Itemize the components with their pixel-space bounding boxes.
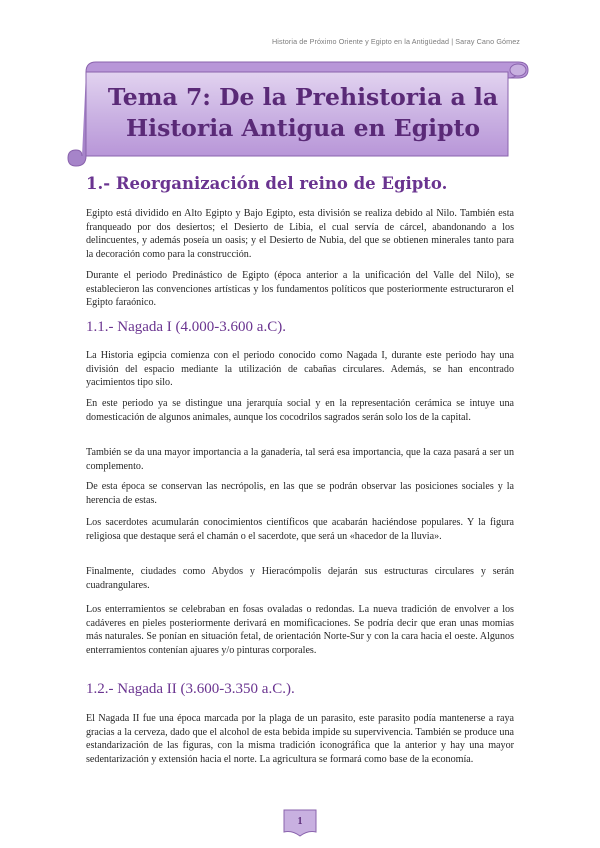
title-banner (66, 58, 530, 170)
paragraph: La Historia egipcia comienza con el periodo conocido como Nagada I, durante este periodo hay una división del espacio mediante la utilización de cabañas circulares. Además, se han encontrado yacimientos tipo silo. (86, 350, 514, 389)
page-number: 1 (297, 816, 303, 827)
paragraph: Finalmente, ciudades como Abydos y Hieracómpolis dejarán sus estructuras circulares y serán cuadrangulares. (86, 566, 514, 591)
paragraph: Durante el periodo Predinástico de Egipto (época anterior a la unificación del Valle del Nilo), se establecieron las convenciones artísticas y los fundamentos políticos que posteriormente estructuraron el Egipto faraónico. (86, 270, 514, 309)
section-heading: 1.- Reorganización del reino de Egipto. (86, 174, 448, 193)
paragraph: Egipto está dividido en Alto Egipto y Bajo Egipto, esta división se realiza debido al Nilo. También esta franqueado por dos desiertos; el Desierto de Libia, el cual servía de cárcel, abandonando a los delincuentes, y además poseía un oasis; y el Desierto de Nubia, del que se obtienen minerales tanto para la decoración como para la construcción. (86, 208, 514, 261)
running-header: Historia de Próximo Oriente y Egipto en la Antigüedad | Saray Cano Gómez (272, 37, 520, 46)
subsection-heading: 1.1.- Nagada I (4.000-3.600 a.C). (86, 319, 286, 335)
document-title (96, 82, 510, 144)
paragraph: El Nagada II fue una época marcada por la plaga de un parasito, este parasito podía mantenerse a raya gracias a la cerveza, dado que el alcohol de esta bebida impide su supervivencia. También se produce una estandarización de las figuras, con la misma tradición iconográfica que la anterior y hay una mayor sedentarización y extensión hacia el norte. La agricultura se formará como base de la economía. (86, 713, 514, 766)
subsection-heading: 1.2.- Nagada II (3.600-3.350 a.C.). (86, 681, 295, 697)
paragraph: Los sacerdotes acumularán conocimientos científicos que acabarán haciéndose populares. Y la figura religiosa que destaque será el chamán o el sacerdote, que será un «hacedor de la lluvia». (86, 517, 514, 542)
title-line-1: Tema 7: De la Prehistoria a la (107, 83, 499, 111)
title-line-2: Historia Antigua en Egipto (125, 114, 481, 142)
page-number-badge (280, 808, 320, 838)
paragraph: Los enterramientos se celebraban en fosas ovaladas o redondas. La nueva tradición de envolver a los cadáveres en pieles posteriormente derivará en momificaciones. Se podría decir que eran unas momias más naturales. Se ponían en situación fetal, de orientación Norte-Sur y con la cara hacia el oeste. Algunos enterramientos contenían ajuares y/o pinturas corporales. (86, 604, 514, 657)
paragraph: En este periodo ya se distingue una jerarquía social y en la representación cerámica se intuye una domesticación de algunos animales, aunque los cocodrilos sagrados serán solo los de la capital. (86, 398, 514, 423)
paragraph: También se da una mayor importancia a la ganadería, tal será esa importancia, que la caza pasará a ser un complemento. (86, 447, 514, 472)
paragraph: De esta época se conservan las necrópolis, en las que se podrán observar las posiciones sociales y la herencia de estas. (86, 481, 514, 506)
